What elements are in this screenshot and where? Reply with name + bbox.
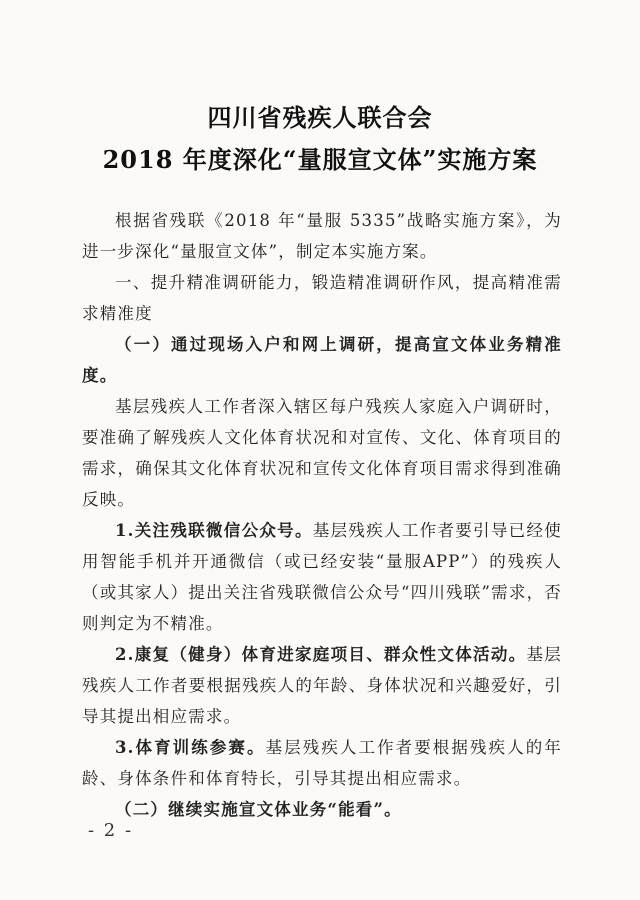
item-2-heading: 2.康复（健身）体育进家庭项目、群众性文体活动。: [115, 645, 527, 664]
document-body: [82, 205, 562, 825]
item-1-heading: 1.关注残联微信公众号。: [115, 521, 313, 540]
subsection-heading-2: （二）继续实施宣文体业务“能看”。: [115, 800, 402, 819]
page-number: - 2 -: [88, 820, 134, 841]
section-heading-1: 一、提升精准调研能力，锻造精准调研作风，提高精准需求精准度: [82, 273, 562, 323]
subsection-heading-1: （一）通过现场入户和网上调研，提高宣文体业务精准度。: [82, 335, 562, 385]
item-1-text: 基层残疾人工作者要引导已经使用智能手机并开通微信（或已经安装“量服APP”）的残疾人（或其家人）提出关注省残联微信公众号“四川残联”需求，否则判定为不精准。: [82, 521, 562, 633]
item-2-text: 基层残疾人工作者要根据残疾人的年龄、身体状况和兴趣爱好，引导其提出相应需求。: [82, 645, 562, 726]
document-title-line1: 四川省残疾人联合会: [207, 103, 433, 132]
paragraph-1: 基层残疾人工作者深入辖区每户残疾人家庭入户调研时，要准确了解残疾人文化体育状况和对宣传、文化、体育项目的需求，确保其文化体育状况和宣传文化体育项目需求得到准确反映。: [82, 397, 562, 509]
item-3-heading: 3.体育训练参赛。: [115, 738, 266, 757]
intro-paragraph: 根据省残联《2018 年“量服 5335”战略实施方案》，为进一步深化“量服宣文体”，制定本实施方案。: [82, 211, 562, 261]
item-3-text: 基层残疾人工作者要根据残疾人的年龄、身体条件和体育特长，引导其提出相应需求。: [82, 738, 562, 788]
document-title-line2: 2018 年度深化“量服宣文体”实施方案: [102, 145, 538, 174]
item-3: [82, 732, 562, 794]
item-2: [82, 639, 562, 732]
item-1: [82, 515, 562, 639]
